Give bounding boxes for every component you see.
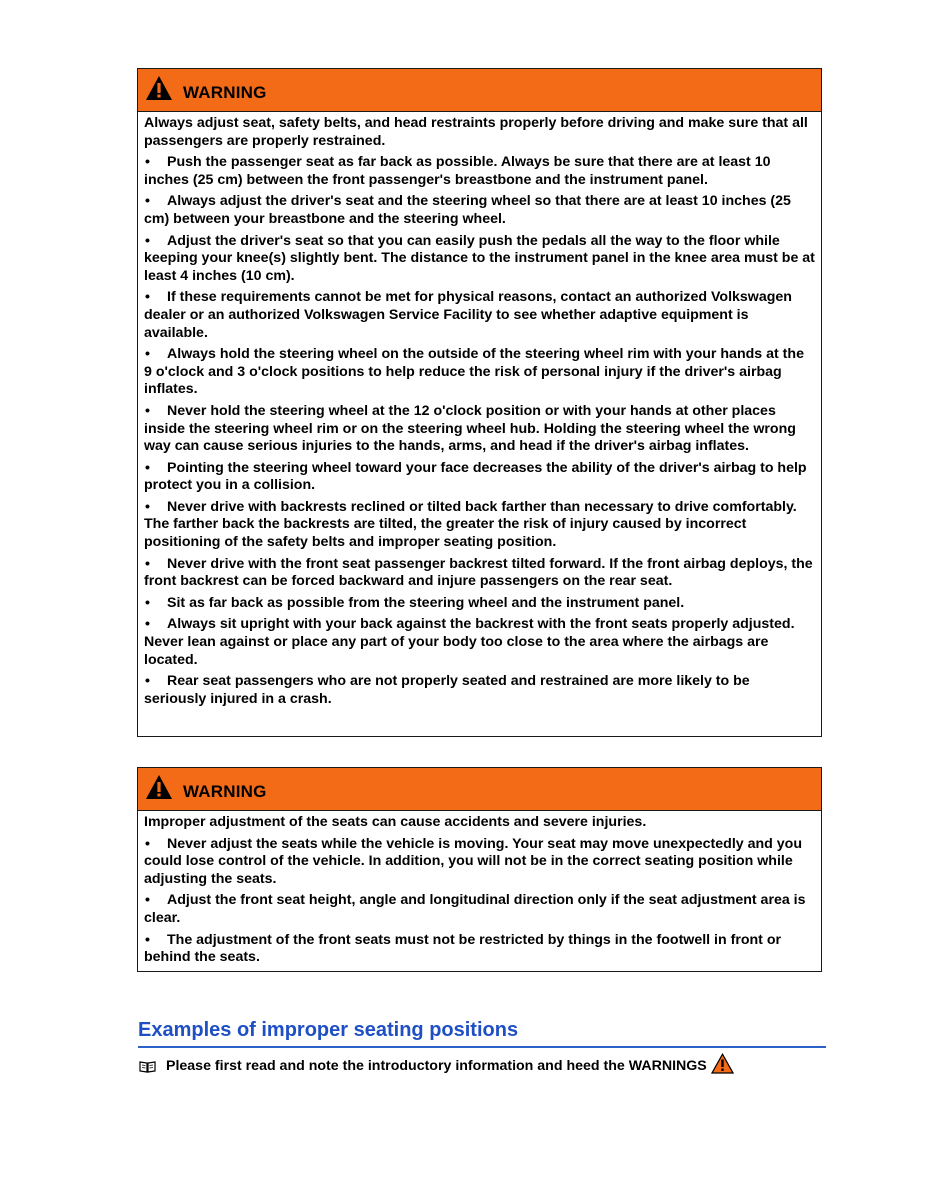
intro-note [139,1058,734,1074]
list-item: • Rear seat passengers who are not properly seated and restrained are more likely to be seriously injured in a crash. [144,673,750,707]
list-item: • Never adjust the seats while the vehicle is moving. Your seat may move unexpectedly and you could lose control of the vehicle. In addition, you will not be in the correct seating position while adjusting the seats. [144,835,802,887]
bullet: • [145,892,150,909]
list-item: • Never hold the steering wheel at the 12 o'clock position or with your hands at other places inside the steering wheel rim or on the steering wheel hub. Holding the steering wheel the wrong way can cause serious injuries to the hands, arms, and head if the driver's airbag inflates. [144,402,796,455]
warning-triangle-icon [145,774,173,800]
bullet: • [145,402,150,419]
list-item: • Push the passenger seat as far back as possible. Always be sure that there are at least 10 inches (25 cm) between the front passenger's breastbone and the instrument panel. [144,154,771,188]
warning-header [138,768,821,811]
warning-intro: Improper adjustment of the seats can cause accidents and severe injuries. [144,814,647,830]
section-heading: Examples of improper seating positions [138,1019,826,1048]
warning-list [144,154,815,708]
list-item: • Never drive with the front seat passenger backrest tilted forward. If the front airbag deploys, the front backrest can be forced backward and injure passengers on the rear seat. [144,555,813,590]
bullet: • [145,232,150,249]
bullet: • [145,154,150,171]
warning-triangle-icon[interactable] [711,1053,734,1074]
bullet: • [145,193,150,210]
warning-header [138,69,821,112]
bullet: • [145,346,150,363]
list-item: • Always sit upright with your back against the backrest with the front seats properly adjusted. Never lean against or place any part of your body too close to the area where the airbags are located. [144,616,795,668]
bullet: • [145,673,150,690]
warning-body [138,811,821,967]
warning-triangle-icon [145,75,173,101]
bullet: • [145,931,150,948]
warning-box-seat-adjustment [137,68,822,737]
list-item: • Adjust the driver's seat so that you can easily push the pedals all the way to the floor while keeping your knee(s) slightly bent. The distance to the instrument panel in the knee area must be at least 4 inches (10 cm). [144,232,815,284]
bullet: • [145,289,150,306]
bullet: • [145,459,150,476]
bullet: • [145,555,150,572]
list-item: • Sit as far back as possible from the steering wheel and the instrument panel. [145,594,685,611]
book-icon [139,1060,156,1073]
warning-intro: Always adjust seat, safety belts, and head restraints properly before driving and make sure that all passengers are properly restrained. [144,115,808,149]
list-item: • Always hold the steering wheel on the outside of the steering wheel rim with your hands at the 9 o'clock and 3 o'clock positions to help reduce the risk of personal injury if the driver's airbag inflates. [144,346,804,398]
list-item: • The adjustment of the front seats must not be restricted by things in the footwell in front or behind the seats. [144,931,782,966]
warning-title: WARNING [183,83,267,102]
list-item: • Pointing the steering wheel toward your face decreases the ability of the driver's airbag to help protect you in a collision. [144,459,807,494]
warning-list [144,836,815,967]
warning-title: WARNING [183,782,267,801]
intro-note-text: Please first read and note the introductory information and heed the WARNINGS [166,1058,707,1074]
bullet: • [145,498,150,515]
list-item: • Never drive with backrests reclined or tilted back farther than necessary to drive comfortably. The farther back the backrests are tilted, the greater the risk of injury caused by incorrect positioning of the safety belts and improper seating position. [144,498,797,551]
warning-body [138,112,821,708]
bullet: • [145,616,150,633]
warning-box-improper-adjustment [137,767,822,972]
list-item: • Always adjust the driver's seat and the steering wheel so that there are at least 10 inches (25 cm) between your breastbone and the steering wheel. [144,193,791,227]
list-item: • Adjust the front seat height, angle and longitudinal direction only if the seat adjustment area is clear. [144,892,806,926]
bullet: • [145,594,150,611]
bullet: • [145,835,150,852]
list-item: • If these requirements cannot be met for physical reasons, contact an authorized Volkswagen dealer or an authorized Volkswagen Service Facility to see whether adaptive equipment is available. [144,289,792,341]
